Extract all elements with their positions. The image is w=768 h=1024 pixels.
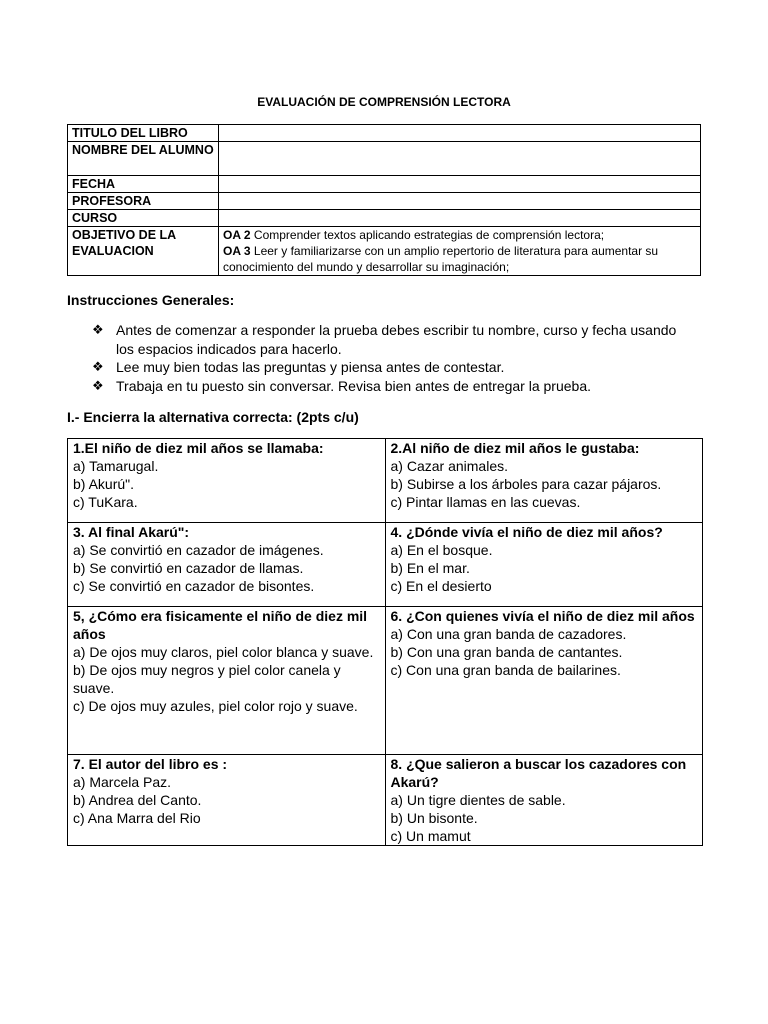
label-fecha: FECHA (68, 176, 219, 193)
label-nombre: NOMBRE DEL ALUMNO (68, 142, 219, 176)
option-c[interactable]: c) Un mamut (390, 828, 471, 844)
option-a[interactable]: a) Cazar animales. (390, 458, 508, 474)
questions-table (67, 438, 703, 846)
option-b[interactable]: b) Con una gran banda de cantantes. (390, 644, 623, 660)
option-a[interactable]: a) Se convirtió en cazador de imágenes. (73, 542, 324, 558)
option-c[interactable]: c) Pintar llamas en las cuevas. (390, 494, 581, 510)
option-a[interactable]: a) De ojos muy claros, piel color blanca y suave. (73, 644, 374, 660)
option-c[interactable]: c) TuKara. (73, 494, 138, 510)
question-text: 8. ¿Que salieron a buscar los cazadores con Akarú? (390, 756, 687, 790)
oa3-text: Leer y familiarizarse con un amplio repertorio de literatura para aumentar su (250, 244, 659, 258)
label-profesora: PROFESORA (68, 193, 219, 210)
question-text: 5, ¿Cómo era fisicamente el niño de diez mil años (73, 608, 368, 642)
question-cell-4 (385, 523, 703, 607)
objective-text (219, 227, 701, 276)
option-a[interactable]: a) Marcela Paz. (73, 774, 172, 790)
field-fecha[interactable] (219, 176, 701, 193)
option-b[interactable]: b) Se convirtió en cazador de llamas. (73, 560, 304, 576)
objective-oa3-cont: conocimiento del mundo y desarrollar su imaginación; (223, 260, 510, 274)
option-b[interactable]: b) Un bisonte. (390, 810, 478, 826)
question-cell-8 (385, 755, 703, 846)
option-a[interactable]: a) Con una gran banda de cazadores. (390, 626, 627, 642)
oa3-code: OA 3 (223, 244, 251, 258)
question-text: 2.Al niño de diez mil años le gustaba: (390, 440, 640, 456)
field-profesora[interactable] (219, 193, 701, 210)
instructions-list (92, 321, 692, 395)
option-a[interactable]: a) Tamarugal. (73, 458, 159, 474)
instruction-item (92, 377, 692, 396)
instruction-item (92, 358, 692, 377)
instruction-text: Trabaja en tu puesto sin conversar. Revisa bien antes de entregar la prueba. (116, 377, 591, 394)
question-cell-5 (68, 607, 386, 755)
question-text: 1.El niño de diez mil años se llamaba: (73, 440, 324, 456)
question-cell-7 (68, 755, 386, 846)
option-b[interactable]: b) De ojos muy negros y piel color canela y suave. (73, 662, 341, 696)
question-cell-2 (385, 439, 703, 523)
label-objetivo: OBJETIVO DE LA EVALUACION (68, 227, 219, 276)
field-nombre[interactable] (219, 142, 701, 176)
label-titulo: TITULO DEL LIBRO (68, 125, 219, 142)
question-cell-6 (385, 607, 703, 755)
objective-oa3 (223, 243, 696, 259)
diamond-bullet-icon: ❖ (92, 322, 104, 337)
option-c[interactable]: c) Se convirtió en cazador de bisontes. (73, 578, 315, 594)
diamond-bullet-icon: ❖ (92, 377, 104, 393)
objective-oa2 (223, 227, 696, 243)
instruction-text: Lee muy bien todas las preguntas y piensa antes de contestar. (116, 359, 505, 375)
field-titulo[interactable] (219, 125, 701, 142)
section-heading: I.- Encierra la alternativa correcta: (2pts c/u) (67, 409, 359, 425)
question-cell-1 (68, 439, 386, 523)
instruction-item (92, 321, 692, 358)
option-c[interactable]: c) De ojos muy azules, piel color rojo y suave. (73, 698, 358, 714)
instruction-text: Antes de comenzar a responder la prueba debes escribir tu nombre, curso y fecha usando los espacios indicados para hacerlo. (116, 322, 677, 357)
option-b[interactable]: b) Andrea del Canto. (73, 792, 202, 808)
option-a[interactable]: a) En el bosque. (390, 542, 493, 558)
option-b[interactable]: b) Akurú". (73, 476, 134, 492)
option-c[interactable]: c) Con una gran banda de bailarines. (390, 662, 621, 678)
option-b[interactable]: b) Subirse a los árboles para cazar pájaros. (390, 476, 662, 492)
oa2-text: Comprender textos aplicando estrategias de comprensión lectora; (250, 228, 605, 242)
question-text: 7. El autor del libro es : (73, 756, 228, 772)
option-c[interactable]: c) Ana Marra del Rio (73, 810, 201, 826)
question-text: 6. ¿Con quienes vivía el niño de diez mil años (390, 608, 695, 624)
label-curso: CURSO (68, 210, 219, 227)
diamond-bullet-icon: ❖ (92, 359, 104, 374)
field-curso[interactable] (219, 210, 701, 227)
option-a[interactable]: a) Un tigre dientes de sable. (390, 792, 566, 808)
page-title: EVALUACIÓN DE COMPRENSIÓN LECTORA (257, 95, 511, 109)
option-b[interactable]: b) En el mar. (390, 560, 470, 576)
option-c[interactable]: c) En el desierto (390, 578, 492, 594)
instructions-heading: Instrucciones Generales: (67, 292, 235, 308)
oa2-code: OA 2 (223, 228, 251, 242)
question-text: 4. ¿Dónde vivía el niño de diez mil años? (390, 524, 663, 540)
question-text: 3. Al final Akarú": (73, 524, 190, 540)
student-info-table (67, 124, 701, 276)
question-cell-3 (68, 523, 386, 607)
